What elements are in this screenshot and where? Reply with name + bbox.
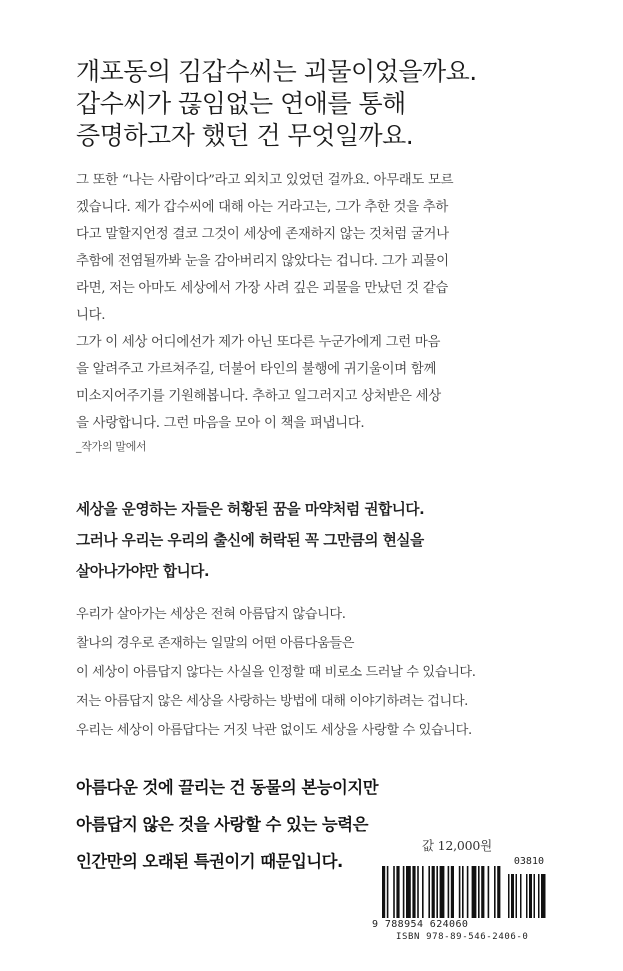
quote-line: 다고 말할지언정 결코 그것이 세상에 존재하지 않는 것처럼 굴거나 [76,227,449,242]
barcode-addon-bar [529,874,532,918]
body-line: 우리는 세상이 아름답다는 거짓 낙관 없이도 세상을 사랑할 수 있습니다. [76,723,472,738]
closing-line: 아름다운 것에 끌리는 건 동물의 본능이지만 [76,778,379,797]
barcode-addon-number: 03810 [513,856,544,867]
quote-line: 을 사랑합니다. 그런 마음을 모아 이 책을 펴냅니다. [76,416,365,431]
body-line: 저는 아름답지 않은 세상을 사랑하는 방법에 대해 이야기하려는 겁니다. [76,694,468,709]
quote-line: 니다. [76,308,106,323]
price-label: 값 12,000원 [422,838,493,853]
barcode-bar [403,866,405,918]
barcode-bar [436,866,438,918]
barcode-bar [422,866,424,918]
barcode-bar [462,866,464,918]
barcode-bar [393,866,395,918]
barcode-bar [412,866,415,918]
barcode-bar [472,866,477,918]
quote-source: _작가의 말에서 [76,440,147,453]
barcode-addon-bar [508,874,510,918]
author-quote [76,167,556,457]
body-line: 이 세상이 아름답지 않다는 사실을 인정할 때 비로소 드러날 수 있습니다. [76,665,476,680]
barcode-bar [494,866,496,918]
barcode-bar [478,866,480,918]
quote-line: 라면, 저는 아마도 세상에서 가장 사려 깊은 괴물을 만났던 것 같습 [76,281,449,296]
quote-line: 그 또한 “나는 사람이다”라고 외치고 있었던 걸까요. 아무래도 모르 [76,173,454,188]
quote-line: 겠습니다. 제가 갑수씨에 대해 아는 거라고는, 그가 추한 것을 추하 [76,200,449,215]
emphasis-line: 세상을 운영하는 자들은 허황된 꿈을 마약처럼 권합니다. [76,501,425,518]
closing-line: 인간만의 오래된 특권이기 때문입니다. [76,852,343,871]
barcode-addon-bar [516,874,518,918]
headline-line-1: 개포동의 김갑수씨는 괴물이었을까요. [76,57,477,86]
barcode-bar [417,866,419,918]
barcode-bar [382,866,385,918]
barcode-addon-bar [511,874,514,918]
quote-line: 미소지어주기를 기원해봅니다. 추하고 일그러지고 상처받은 세상 [76,389,441,404]
body-paragraph [76,600,576,745]
barcode-bar [497,866,500,918]
quote-line: 추함에 전염될까봐 눈을 감아버리지 않았다는 겁니다. 그가 괴물이 [76,254,449,269]
barcode-bar [406,866,411,918]
barcode-addon-bar [541,874,546,918]
quote-line: 을 알려주고 가르쳐주길, 더불어 타인의 불행에 귀기울이며 함께 [76,362,437,377]
emphasis-line: 그러나 우리는 우리의 출신에 허락된 꼭 그만큼의 현실을 [76,532,424,549]
barcode-icon [382,866,547,918]
barcode-bar [396,866,399,918]
barcode-addon-bar [534,874,536,918]
barcode-bar [387,866,389,918]
barcode-addon-bar [526,874,528,918]
barcode-bar [440,866,445,918]
headline [76,56,596,152]
headline-line-2: 갑수씨가 끊임없는 연애를 통해 [76,89,406,118]
barcode-bar [432,866,435,918]
barcode-addon-bar [538,874,540,918]
barcode-bar [448,866,450,918]
headline-line-3: 증명하고자 했던 건 무엇일까요. [76,121,414,150]
barcode-bar [488,866,490,918]
isbn-label: ISBN 978-89-546-2406-0 [396,932,529,942]
emphasis-paragraph [76,494,576,587]
body-line: 찰나의 경우로 존재하는 일말의 어떤 아름다움들은 [76,636,355,651]
barcode-bar [481,866,484,918]
barcode-bar [451,866,454,918]
quote-line: 그가 이 세상 어디에선가 제가 아닌 또다른 누군가에게 그런 마음 [76,335,441,350]
barcode-digits: 9 788954 624060 [372,919,469,930]
barcode-bar [459,866,461,918]
emphasis-line: 살아나가야만 합니다. [76,563,210,580]
isbn-barcode [372,856,550,942]
body-line: 우리가 살아가는 세상은 전혀 아름답지 않습니다. [76,607,346,622]
barcode-bar [428,866,430,918]
barcode-addon-bar [520,874,522,918]
closing-line: 아름답지 않은 것을 사랑할 수 있는 능력은 [76,815,368,834]
barcode-bar [467,866,469,918]
